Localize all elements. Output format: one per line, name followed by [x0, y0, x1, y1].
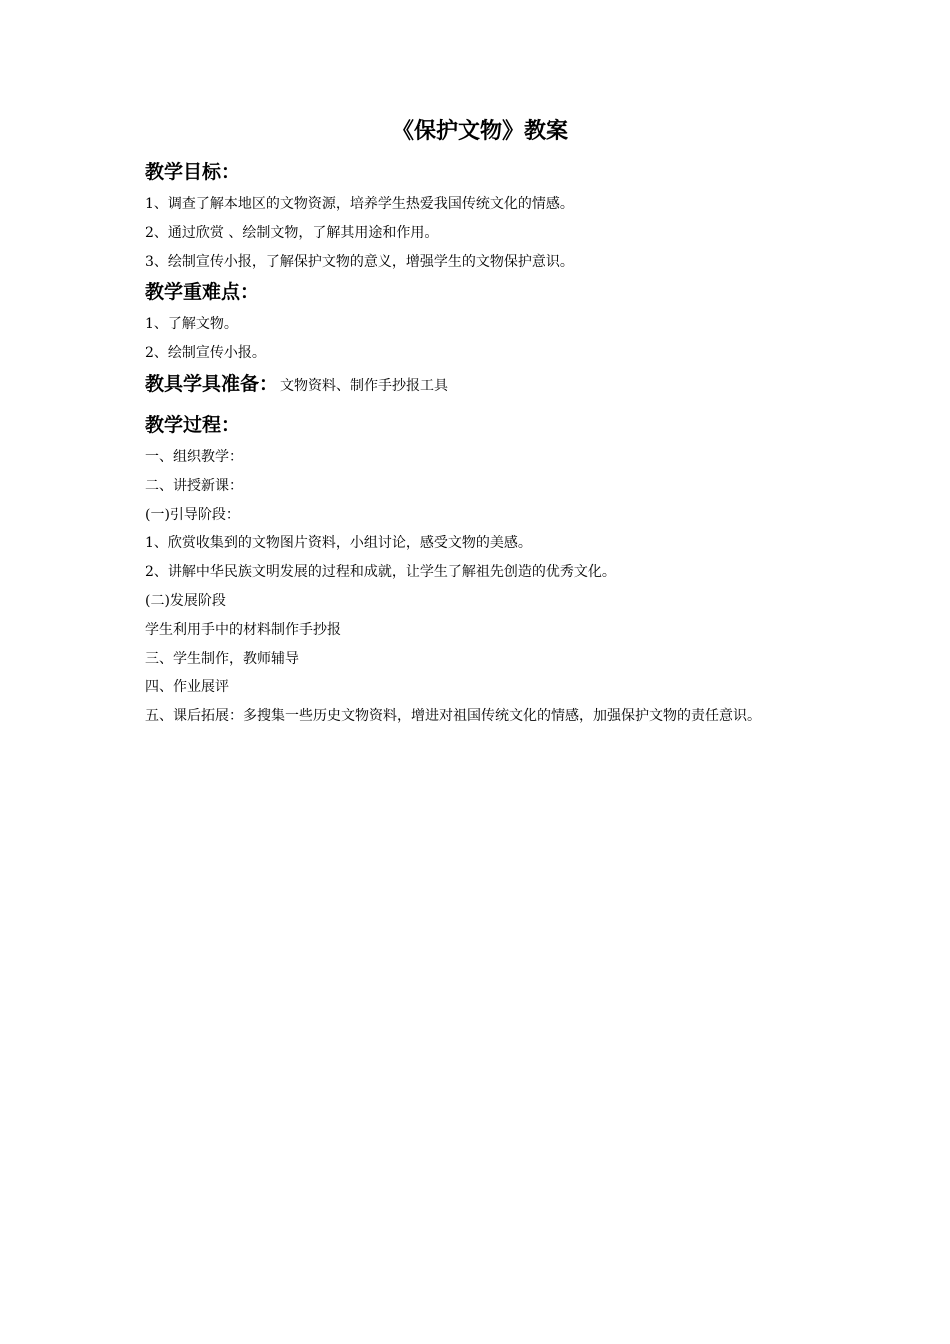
process-item: 1、欣赏收集到的文物图片资料，小组讨论，感受文物的美感。 [145, 535, 532, 552]
process-item: 一、组织教学： [145, 448, 243, 465]
process-item: 四、作业展评 [145, 679, 229, 696]
process-section [145, 409, 815, 731]
process-item: (二)发展阶段 [145, 592, 226, 609]
goals-heading: 教学目标： [145, 161, 241, 183]
document-page [145, 112, 815, 731]
materials-text: 文物资料、制作手抄报工具 [280, 377, 449, 394]
process-item: 二、讲授新课： [145, 477, 243, 494]
goal-item: 3、绘制宣传小报，了解保护文物的意义，增强学生的文物保护意识。 [145, 253, 574, 270]
goal-item: 1、调查了解本地区的文物资源，培养学生热爱我国传统文化的情感。 [145, 196, 574, 212]
process-item: 2、讲解中华民族文明发展的过程和成就，让学生了解祖先创造的优秀文化。 [145, 564, 616, 581]
materials-section [145, 368, 815, 403]
goals-section [145, 156, 815, 276]
process-item: 学生利用手中的材料制作手抄报 [145, 621, 341, 638]
key-point-item: 2、绘制宣传小报。 [145, 345, 266, 362]
document-title: 《保护文物》教案 [391, 119, 568, 144]
process-heading: 教学过程： [145, 413, 241, 436]
key-points-section [145, 276, 815, 368]
key-point-item: 1、了解文物。 [145, 316, 238, 333]
key-points-heading: 教学重难点： [145, 281, 260, 304]
process-item: 五、课后拓展：多搜集一些历史文物资料，增进对祖国传统文化的情感，加强保护文物的责任意识。 [145, 708, 761, 725]
materials-heading: 教具学具准备： [145, 372, 279, 395]
goal-item: 2、通过欣赏 、绘制文物，了解其用途和作用。 [145, 224, 439, 241]
process-item: (一)引导阶段： [145, 506, 240, 523]
process-item: 三、学生制作，教师辅导 [145, 650, 299, 667]
